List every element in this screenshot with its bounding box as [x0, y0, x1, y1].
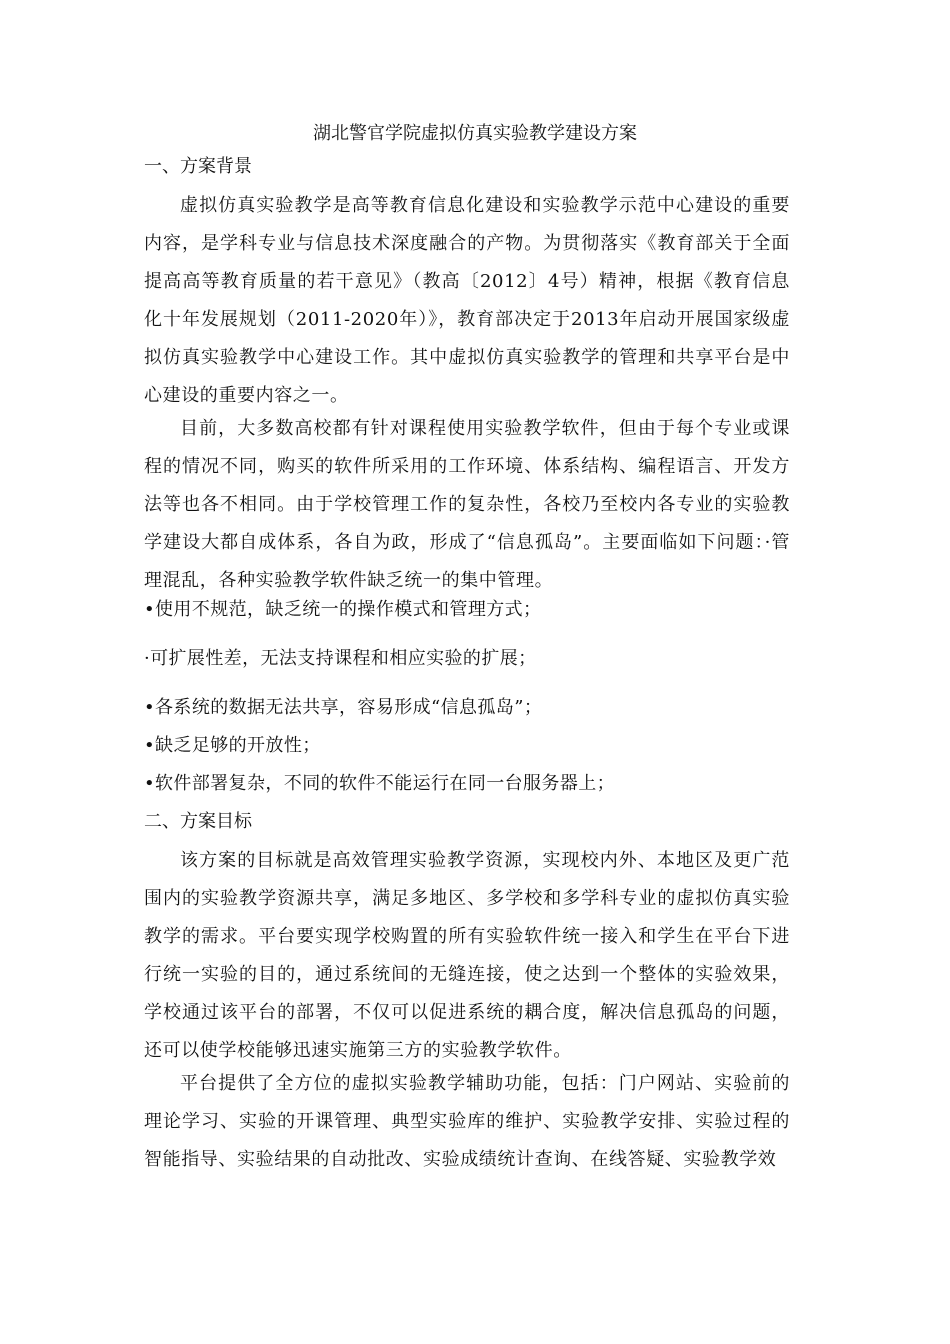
bullet-item-3: •各系统的数据无法共享，容易形成“信息孤岛”； [144, 697, 543, 718]
bullet-item-2: ·可扩展性差，无法支持课程和相应实验的扩展； [144, 648, 537, 669]
bullet-item-5: •软件部署复杂，不同的软件不能运行在同一台服务器上； [144, 773, 616, 794]
paragraph-goals-1: 该方案的目标就是高效管理实验教学资源，实现校内外、本地区及更广范围内的实验教学资源共享，满足多地区、多学校和多学科专业的虚拟仿真实验教学的需求。平台要实现学校购置的所有实验软件统一接入和学生在平台下进行统一实验的目的，通过系统间的无缝连接，使之达到一个整体的实验效果，学校通过该平台的部署，不仅可以促进系统的耦合度，解决信息孤岛的问题，还可以使学校能够迅速实施第三方的实验教学软件。 [144, 850, 790, 1061]
paragraph-background-1: 虚拟仿真实验教学是高等教育信息化建设和实验教学示范中心建设的重要内容，是学科专业与信息技术深度融合的产物。为贯彻落实《教育部关于全面提高高等教育质量的若干意见》（教高〔2012〕4号）精神，根据《教育信息化十年发展规划（2011-2020年）》，教育部决定于2013年启动开展国家级虚拟仿真实验教学中心建设工作。其中虚拟仿真实验教学的管理和共享平台是中心建设的重要内容之一。 [144, 195, 790, 406]
document-title: 湖北警官学院虚拟仿真实验教学建设方案 [313, 123, 637, 144]
bullet-item-1: •使用不规范，缺乏统一的操作模式和管理方式； [144, 599, 542, 620]
section-heading-background: 一、方案背景 [144, 156, 252, 177]
section-heading-goals: 二、方案目标 [144, 811, 252, 832]
bullet-item-4: •缺乏足够的开放性； [144, 735, 321, 756]
paragraph-background-2: 目前，大多数高校都有针对课程使用实验教学软件，但由于每个专业或课程的情况不同，购买的软件所采用的工作环境、体系结构、编程语言、开发方法等也各不相同。由于学校管理工作的复杂性，各校乃至校内各专业的实验教学建设大都自成体系，各自为政，形成了“信息孤岛”。主要面临如下问题：·管理混乱，各种实验教学软件缺乏统一的集中管理。 [144, 418, 790, 591]
paragraph-goals-2: 平台提供了全方位的虚拟实验教学辅助功能，包括：门户网站、实验前的理论学习、实验的开课管理、典型实验库的维护、实验教学安排、实验过程的智能指导、实验结果的自动批改、实验成绩统计查询、在线答疑、实验教学效 [144, 1073, 790, 1170]
